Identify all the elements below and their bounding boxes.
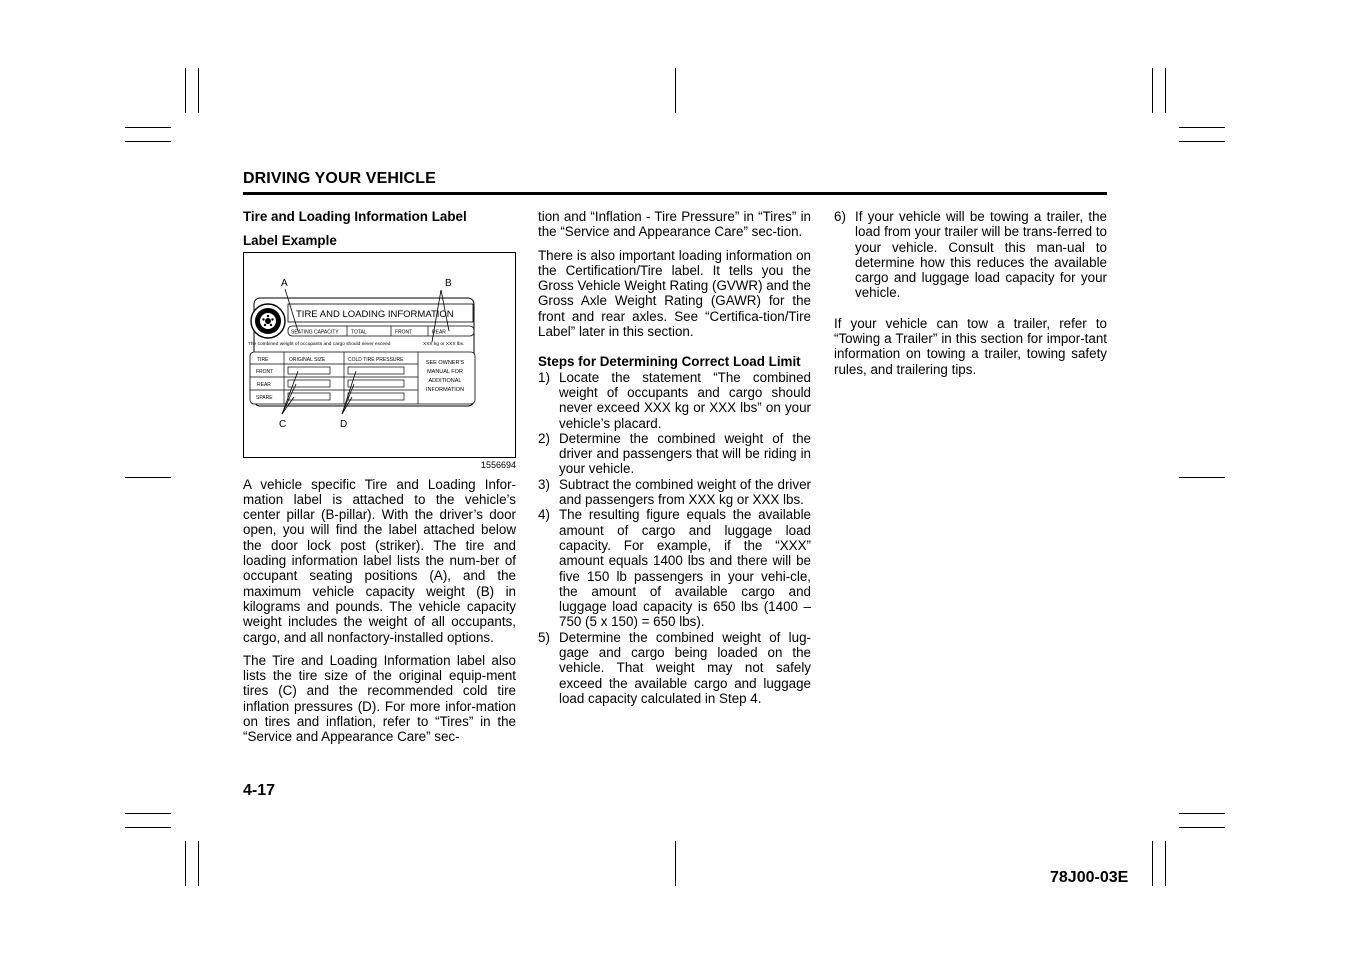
tire-icon bbox=[251, 304, 285, 338]
total-label: TOTAL bbox=[351, 329, 367, 336]
header-rule bbox=[243, 192, 1107, 195]
paragraph-continued: tion and “Inflation - Tire Pressure” in “Tires” in the “Service and Appearance Care” sec-tion. bbox=[538, 209, 811, 240]
crop-mark bbox=[1179, 141, 1225, 142]
list-item: 4) The resulting figure equals the available amount of cargo and luggage load capacity. For example, if the “XXX” amount equals 1400 lbs and there will be five 150 lb passengers in your vehi-cle, the amount of available cargo and luggage load capacity is 650 lbs (1400 – 750 (5 x 150) = 650 lbs). bbox=[538, 507, 811, 630]
paragraph-towing: If your vehicle can tow a trailer, refer to “Towing a Trailer” in this section for impor-tant information on towing a trailer, towing safety rules, and trailering tips. bbox=[834, 315, 1107, 377]
heading-tire-loading-label: Tire and Loading Information Label bbox=[243, 209, 467, 224]
crop-mark bbox=[1165, 841, 1166, 886]
col-tire-label: TIRE bbox=[257, 356, 269, 363]
column-1 bbox=[243, 209, 516, 753]
seating-capacity-label: SEATING CAPACITY bbox=[291, 329, 339, 336]
col-original-size-label: ORIGINAL SIZE bbox=[289, 356, 326, 363]
paragraph-tire-size: The Tire and Loading Information label also lists the tire size of the original equip-ment tires (C) and the recommended cold tire inflation pressures (D). For more infor-mation on tires and inflation, refer to “Tires” in the “Service and Appearance Care” sec- bbox=[243, 652, 516, 745]
crop-mark bbox=[125, 813, 171, 814]
see-owners-line-2: MANUAL FOR bbox=[427, 368, 463, 375]
subheading-label-example: Label Example bbox=[243, 233, 337, 249]
label-title: TIRE AND LOADING INFORMATION bbox=[296, 308, 454, 320]
column-3 bbox=[834, 209, 1107, 385]
callout-d: D bbox=[340, 418, 348, 430]
rear-label: REAR bbox=[432, 329, 446, 336]
load-limit-steps bbox=[538, 370, 811, 707]
list-item: 6) If your vehicle will be towing a trailer, the load from your trailer will be trans-ferred to your vehicle. Consult this man-ual to determine how this reduces the available cargo and luggage load capacity for your vehicle. bbox=[834, 209, 1107, 301]
crop-mark bbox=[125, 827, 171, 828]
row-spare-label: SPARE bbox=[256, 394, 273, 401]
list-item: 2) Determine the combined weight of the driver and passengers that will be riding in your vehicle. bbox=[538, 430, 811, 477]
crop-mark bbox=[1179, 127, 1225, 128]
crop-mark bbox=[125, 127, 171, 128]
crop-mark bbox=[125, 141, 171, 142]
crop-mark bbox=[198, 68, 199, 113]
crop-mark bbox=[185, 68, 186, 113]
tire-label-figure bbox=[243, 252, 516, 458]
callout-c: C bbox=[279, 418, 287, 430]
paragraph-certification-label: There is also important loading information on the Certification/Tire label. It tells you the Gross Vehicle Weight Rating (GVWR) and the Gross Axle Weight Rating (GAWR) for the front and rear axles. See “Certifica-tion/Tire Label” later in this section. bbox=[538, 247, 811, 340]
see-owners-line-3: ADDITIONAL bbox=[428, 377, 462, 384]
tire-label-illustration bbox=[244, 253, 515, 457]
list-item: 3) Subtract the combined weight of the driver and passengers from XXX kg or XXX lbs. bbox=[538, 476, 811, 508]
crop-mark bbox=[1179, 827, 1225, 828]
heading-load-limit-steps: Steps for Determining Correct Load Limit bbox=[538, 354, 801, 370]
crop-mark bbox=[1152, 841, 1153, 886]
col-cold-pressure-label: COLD TIRE PRESSURE bbox=[348, 356, 404, 363]
document-code: 78J00-03E bbox=[1050, 869, 1129, 886]
callout-a: A bbox=[281, 277, 288, 289]
crop-mark bbox=[198, 841, 199, 886]
callout-b: B bbox=[445, 277, 452, 289]
crop-mark bbox=[1179, 813, 1225, 814]
figure-id: 1556694 bbox=[480, 459, 516, 470]
section-title: DRIVING YOUR VEHICLE bbox=[243, 170, 436, 187]
see-owners-line-1: SEE OWNER'S bbox=[425, 359, 465, 366]
crop-mark bbox=[1179, 477, 1225, 478]
crop-mark bbox=[675, 841, 676, 886]
front-label: FRONT bbox=[395, 329, 413, 336]
load-limit-steps-continued bbox=[834, 209, 1107, 301]
paragraph-label-location: A vehicle specific Tire and Loading Infor-mation label is attached to the vehicle’s center pillar (B-pillar). With the driver’s door open, you will find the label attached below the door lock post (striker). The tire and loading information label lists the num-ber of occupant seating positions (A), and the maximum vehicle capacity weight (B) in kilograms and pounds. The vehicle capacity weight includes the weight of all occupants, cargo, and all nonfactory-installed options. bbox=[243, 476, 516, 645]
page-number: 4-17 bbox=[243, 782, 276, 799]
weight-limit-text: XXX kg or XXX lbs. bbox=[423, 341, 465, 347]
row-front-label: FRONT bbox=[256, 368, 274, 375]
see-owners-line-4: INFORMATION bbox=[425, 386, 465, 393]
combined-weight-text: The combined weight of occupants and cargo should never exceed bbox=[248, 341, 391, 347]
crop-mark bbox=[675, 68, 676, 113]
row-rear-label: REAR bbox=[257, 381, 271, 388]
list-item: 1) Locate the statement “The combined weight of occupants and cargo should never exceed XXX kg or XXX lbs” on your vehicle’s placard. bbox=[538, 369, 811, 431]
list-item: 5) Determine the combined weight of lug-gage and cargo being loaded on the vehicle. That weight may not safely exceed the available cargo and luggage load capacity calculated in Step 4. bbox=[538, 629, 811, 706]
crop-mark bbox=[125, 477, 171, 478]
crop-mark bbox=[1152, 68, 1153, 113]
column-2 bbox=[538, 209, 811, 706]
crop-mark bbox=[185, 841, 186, 886]
crop-mark bbox=[1165, 68, 1166, 113]
